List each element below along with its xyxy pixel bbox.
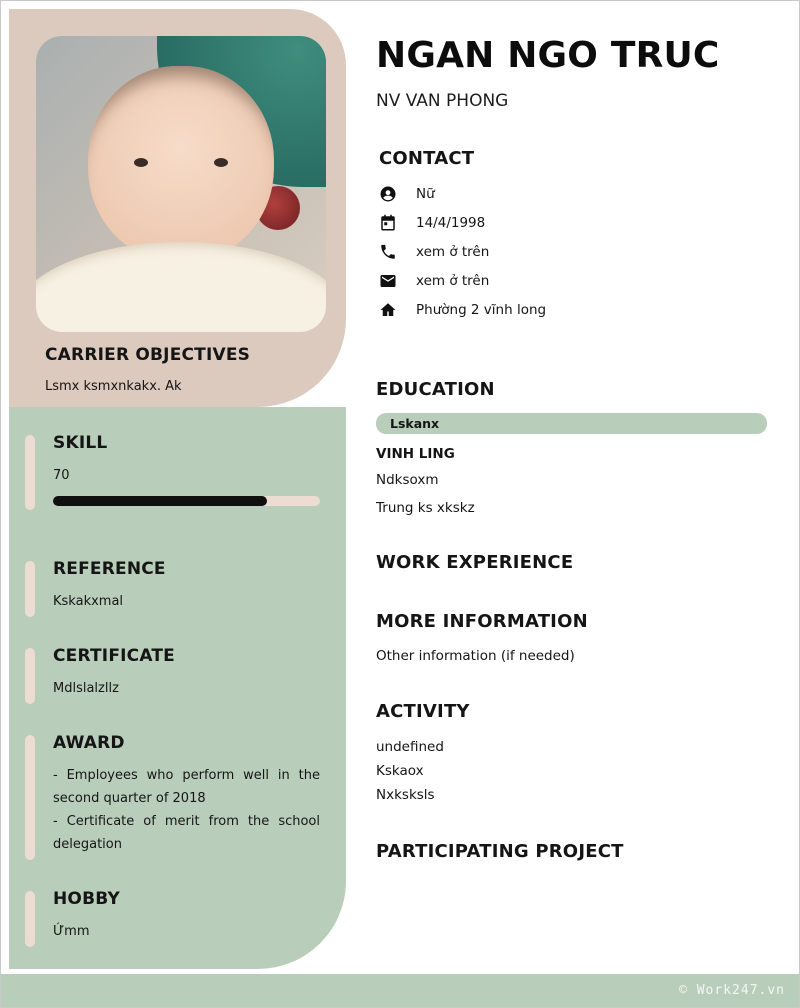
contact-item-address: [376, 301, 790, 319]
certificate-text: Mdlslalzllz: [53, 681, 119, 696]
contact-item-text: xem ở trên: [416, 244, 490, 260]
sidebar: [9, 407, 346, 969]
reference-heading: REFERENCE: [53, 559, 166, 579]
education-highlight-bar: [376, 413, 767, 434]
envelope-icon: [379, 272, 397, 290]
award-heading: AWARD: [53, 733, 125, 753]
skill-section: [9, 433, 346, 506]
hobby-section: [9, 889, 346, 943]
education-heading: EDUCATION: [376, 379, 495, 400]
home-icon: [379, 301, 397, 319]
reference-text: Kskakxmal: [53, 594, 124, 609]
contact-item-text: Phường 2 vĩnh long: [416, 302, 547, 318]
phone-icon: [379, 243, 397, 261]
photo-face: [88, 66, 274, 262]
skill-heading: SKILL: [53, 433, 108, 453]
contact-item-text: xem ở trên: [416, 273, 490, 289]
reference-section: [9, 559, 346, 613]
skill-progress-fill: [53, 496, 267, 506]
main-column: [376, 1, 790, 863]
profile-photo: [36, 36, 326, 332]
education-school: VINH LING: [376, 446, 455, 462]
contact-item-phone: [376, 243, 790, 261]
calendar-icon: [379, 214, 397, 232]
activity-line: Kskaox: [376, 763, 424, 779]
watermark-text: © Work247.vn: [679, 983, 785, 998]
photo-bib: [36, 242, 326, 332]
profile-panel: [9, 9, 346, 407]
person-icon: [379, 185, 397, 203]
work-experience-heading: WORK EXPERIENCE: [376, 552, 574, 573]
award-item: - Employees who perform well in the second quarter of 2018: [53, 768, 320, 806]
contact-list: [376, 185, 790, 319]
award-text: [53, 764, 320, 856]
education-highlight-text: Lskanx: [390, 416, 440, 431]
candidate-name: NGAN NGO TRUC: [376, 35, 720, 76]
more-information-heading: MORE INFORMATION: [376, 611, 588, 632]
activity-heading: ACTIVITY: [376, 701, 470, 722]
education-line: Trung ks xkskz: [376, 500, 475, 516]
candidate-job-title: NV VAN PHONG: [376, 91, 509, 111]
contact-item-birthdate: [376, 214, 790, 232]
carrier-objectives-heading: CARRIER OBJECTIVES: [45, 345, 251, 365]
footer-strip: [1, 974, 799, 1007]
contact-heading: CONTACT: [379, 148, 475, 169]
activity-line: undefined: [376, 739, 444, 755]
participating-project-heading: PARTICIPATING PROJECT: [376, 841, 624, 862]
activity-line: Nxksksls: [376, 787, 435, 803]
skill-progress-track: [53, 496, 320, 506]
contact-item-email: [376, 272, 790, 290]
hobby-text: Ứmm: [53, 924, 90, 939]
skill-value-label: 70: [53, 468, 70, 483]
carrier-objectives-text: Lsmx ksmxnkakx. Ak: [45, 379, 182, 394]
contact-item-text: Nữ: [416, 186, 435, 202]
certificate-section: [9, 646, 346, 700]
sidebar-content: [9, 407, 346, 976]
award-section: [9, 733, 346, 856]
hobby-heading: HOBBY: [53, 889, 120, 909]
more-information-text: Other information (if needed): [376, 648, 575, 664]
contact-item-text: 14/4/1998: [416, 215, 486, 231]
contact-item-gender: [376, 185, 790, 203]
education-line: Ndksoxm: [376, 472, 439, 488]
award-item: - Certificate of merit from the school delegation: [53, 814, 320, 852]
certificate-heading: CERTIFICATE: [53, 646, 175, 666]
